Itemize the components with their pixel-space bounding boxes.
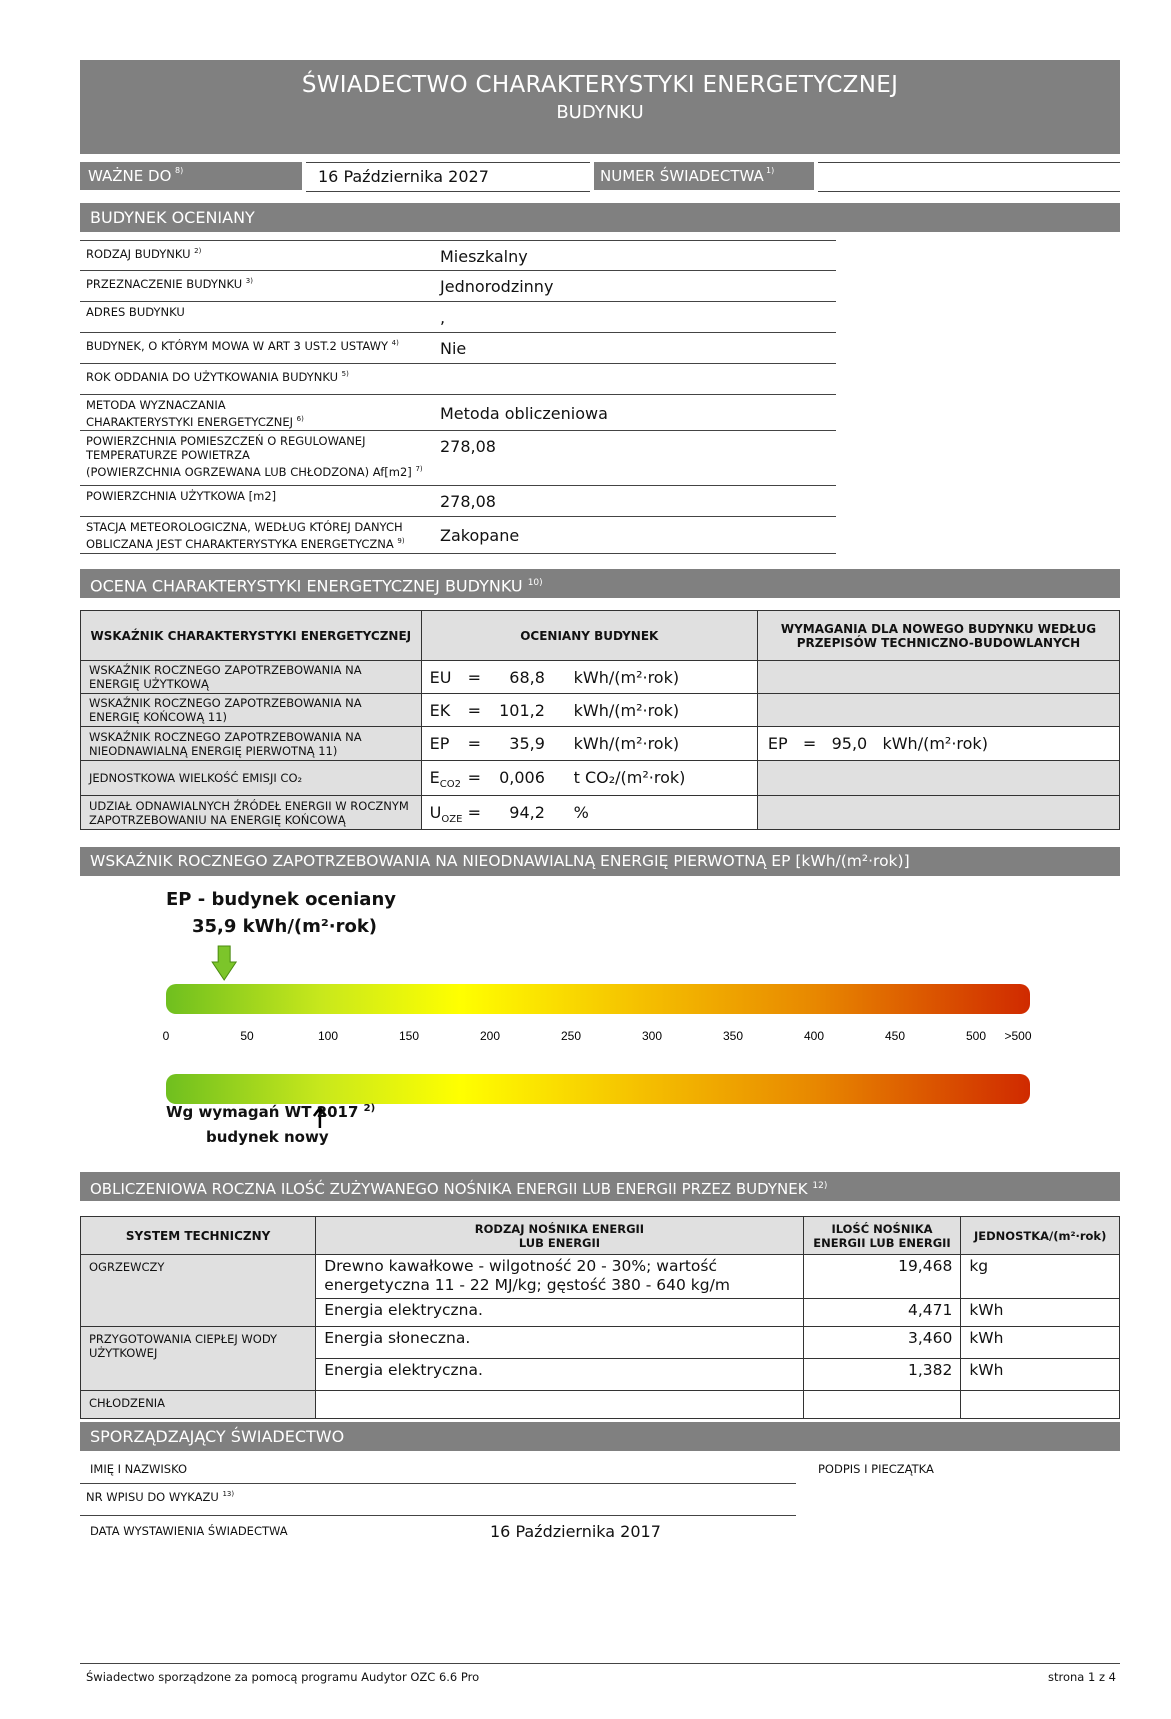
- building-row-label-sup: 3): [245, 277, 253, 285]
- assessment-row-value: 101,2: [499, 701, 545, 720]
- certificate-subtitle: BUDYNKU: [556, 102, 644, 123]
- assessment-row-label: WSKAŹNIK ROCZNEGO ZAPOTRZEBOWANIA NA ENERGIĘ KOŃCOWĄ 11): [81, 694, 422, 727]
- ep-scale-ticks: [163, 1029, 1032, 1043]
- footer-left: Świadectwo sporządzone za pomocą programu Audytor OZC 6.6 Pro: [86, 1670, 480, 1684]
- building-row: [80, 485, 836, 517]
- assessment-row-symbol: [430, 768, 461, 790]
- carriers-col1-header: SYSTEM TECHNICZNY: [81, 1217, 316, 1255]
- assessment-row-value-cell: [421, 661, 757, 694]
- ep-scale-bar-top: [166, 984, 1030, 1014]
- ep-scale-bottom-line2: budynek nowy: [206, 1128, 329, 1146]
- assessment-row-requirement: [757, 661, 1119, 694]
- building-row-value: Zakopane: [440, 526, 520, 545]
- carrier-row: [81, 1255, 1120, 1299]
- issuer-signature-label: PODPIS I PIECZĄTKA: [818, 1462, 934, 1476]
- building-row-label-sup: 6): [296, 415, 304, 423]
- building-section-title: BUDYNEK OCENIANY: [80, 203, 1120, 232]
- issuer-reg-line: [80, 1515, 796, 1516]
- ep-tick-label: 100: [317, 1029, 339, 1043]
- carrier-amount: 3,460: [803, 1327, 961, 1359]
- building-row-label-text: BUDYNEK, O KTÓRYM MOWA W ART 3 UST.2 USTAWY: [86, 338, 388, 353]
- carrier-unit: kg: [961, 1255, 1120, 1299]
- assessment-row-symbol: EU: [429, 668, 452, 687]
- building-row-label-sup: 4): [391, 339, 399, 347]
- assessment-row: [81, 727, 1120, 761]
- building-row: [80, 301, 836, 333]
- building-row-value: Metoda obliczeniowa: [440, 404, 608, 423]
- carrier-system-name: OGRZEWCZY: [81, 1255, 316, 1327]
- ep-scale-top-title: EP - budynek oceniany: [166, 889, 396, 910]
- assessment-row-value-cell: [421, 694, 757, 727]
- carrier-system-name: CHŁODZENIA: [81, 1391, 316, 1419]
- carrier-type: Energia elektryczna.: [316, 1359, 803, 1391]
- assessment-row-symbol: [430, 803, 463, 825]
- assessment-col1-header: WSKAŹNIK CHARAKTERYSTYKI ENERGETYCZNEJ: [81, 611, 422, 661]
- assessment-row-symbol: EP: [429, 734, 450, 753]
- assessment-row-eq: =: [467, 668, 482, 687]
- carrier-unit: kWh: [961, 1327, 1120, 1359]
- cert-number-label-box: [594, 162, 814, 190]
- assessment-row-eq: =: [467, 768, 482, 787]
- assessment-row-value-cell: [421, 761, 757, 796]
- ep-scale-bottom-sup: 2): [363, 1103, 376, 1114]
- ep-tick-label: 300: [641, 1029, 663, 1043]
- building-row-value: Nie: [440, 339, 467, 358]
- assessment-row-requirement: [757, 796, 1119, 830]
- valid-until-sup: 8): [175, 166, 184, 175]
- assessment-row-symbol: EK: [429, 701, 451, 720]
- building-row-label-sup: 2): [194, 247, 202, 255]
- assessment-row-unit: %: [573, 803, 589, 822]
- carrier-amount: 19,468: [803, 1255, 961, 1299]
- ep-scale-section-title: WSKAŹNIK ROCZNEGO ZAPOTRZEBOWANIA NA NIEODNAWIALNĄ ENERGIĘ PIERWOTNĄ EP [kWh/(m²·rok)]: [80, 847, 1120, 876]
- valid-until-label-box: [80, 162, 302, 190]
- building-row: [80, 394, 836, 431]
- symbol-sub: OZE: [441, 814, 463, 826]
- certificate-title-box: [80, 60, 1120, 154]
- assessment-row-requirement: [757, 694, 1119, 727]
- building-row: [80, 430, 836, 486]
- carriers-col2-header-l1: RODZAJ NOŚNIKA ENERGII: [474, 1221, 645, 1236]
- building-row-label-text: PRZEZNACZENIE BUDYNKU: [86, 276, 243, 291]
- carrier-unit: kWh: [961, 1299, 1120, 1327]
- carriers-section-sup: 12): [812, 1181, 828, 1191]
- ep-tick-label: 400: [803, 1029, 825, 1043]
- building-row-label-text: POWIERZCHNIA UŻYTKOWA [m2]: [86, 489, 277, 503]
- symbol-main: E: [429, 768, 440, 787]
- assessment-section-title-text: OCENA CHARAKTERYSTYKI ENERGETYCZNEJ BUDYNKU: [90, 576, 523, 596]
- assessment-row: [81, 796, 1120, 830]
- assessment-col2-header: OCENIANY BUDYNEK: [421, 611, 757, 661]
- assessment-row-requirement: [757, 761, 1119, 796]
- assessment-row-label: JEDNOSTKOWA WIELKOŚĆ EMISJI CO₂: [81, 761, 422, 796]
- ep-tick-label: >500: [1004, 1029, 1032, 1043]
- assessment-row-eq: =: [467, 734, 482, 753]
- assessment-section-title: [80, 569, 1120, 598]
- building-row: [80, 516, 836, 554]
- carriers-col2-header: [316, 1217, 803, 1255]
- ep-tick-label: 150: [398, 1029, 420, 1043]
- building-rows-bottom-line: [80, 553, 836, 554]
- carrier-row: [81, 1327, 1120, 1359]
- ep-tick-label: 200: [479, 1029, 501, 1043]
- carrier-unit: kWh: [961, 1359, 1120, 1391]
- assessment-row-value-cell: [421, 727, 757, 761]
- building-row-label-text: ADRES BUDYNKU: [86, 305, 185, 319]
- assessment-row-label: UDZIAŁ ODNAWIALNYCH ŹRÓDEŁ ENERGII W ROCZNYM ZAPOTRZEBOWANIU NA ENERGIĘ KOŃCOWĄ: [81, 796, 422, 830]
- carriers-col4-header: JEDNOSTKA/(m²·rok): [961, 1217, 1120, 1255]
- footer-page-number: strona 1 z 4: [1048, 1670, 1116, 1684]
- assessment-row-unit: t CO₂/(m²·rok): [573, 768, 686, 787]
- carrier-amount: [803, 1391, 961, 1419]
- valid-until-label: WAŻNE DO: [88, 167, 172, 185]
- carrier-unit: [961, 1391, 1120, 1419]
- symbol-main: U: [429, 803, 442, 822]
- symbol-sub: CO2: [439, 779, 461, 791]
- ep-scale-top-value: 35,9 kWh/(m²·rok): [192, 916, 378, 937]
- building-row-label-text: ROK ODDANIA DO UŻYTKOWANIA BUDYNKU: [86, 369, 338, 384]
- assessment-row: [81, 761, 1120, 796]
- issuer-name-label: IMIĘ I NAZWISKO: [90, 1462, 188, 1476]
- assessment-row: [81, 661, 1120, 694]
- assessment-row-label: WSKAŹNIK ROCZNEGO ZAPOTRZEBOWANIA NA NIEODNAWIALNĄ ENERGIĘ PIERWOTNĄ 11): [81, 727, 422, 761]
- assessment-row-value-cell: [421, 796, 757, 830]
- assessed-ep-arrow: [212, 946, 236, 980]
- assessment-row-unit: kWh/(m²·rok): [573, 734, 680, 753]
- certificate-title: ŚWIADECTWO CHARAKTERYSTYKI ENERGETYCZNEJ: [301, 72, 899, 98]
- footer-line: [80, 1663, 1120, 1664]
- issuer-reg-label-row: [86, 1490, 234, 1504]
- carriers-col2-header-l2: LUB ENERGII: [518, 1235, 601, 1250]
- building-row-label-sup: 9): [397, 537, 405, 545]
- carriers-section-title: [80, 1172, 1120, 1201]
- building-row: [80, 240, 836, 271]
- assessment-table: [80, 610, 1120, 830]
- building-row-label-text: METODA WYZNACZANIA CHARAKTERYSTYKI ENERGETYCZNEJ: [86, 398, 293, 429]
- carriers-body: [81, 1255, 1120, 1419]
- building-row-label-text: POWIERZCHNIA POMIESZCZEŃ O REGULOWANEJ TEMPERATURZE POWIETRZA (POWIERZCHNIA OGRZEWANA LUB CHŁODZONA) Af[m2]: [86, 434, 412, 479]
- cert-number-sup: 1): [766, 166, 775, 175]
- carrier-row: [81, 1391, 1120, 1419]
- ep-scale-bottom-text: Wg wymagań WT 2017: [166, 1103, 359, 1121]
- building-row-label-sup: 7): [415, 465, 423, 473]
- assessment-row-eq: =: [467, 803, 482, 822]
- carrier-system-name: PRZYGOTOWANIA CIEPŁEJ WODY UŻYTKOWEJ: [81, 1327, 316, 1391]
- assessment-col3-header: WYMAGANIA DLA NOWEGO BUDYNKU WEDŁUG PRZEPISÓW TECHNICZNO-BUDOWLANYCH: [757, 611, 1119, 661]
- assessed-ep-arrow-icon: [212, 946, 236, 980]
- issuer-name-line: [80, 1483, 796, 1484]
- carrier-type: Energia słoneczna.: [316, 1327, 803, 1359]
- issuer-reg-label: NR WPISU DO WYKAZU: [86, 1490, 219, 1504]
- issuer-section-title: SPORZĄDZAJĄCY ŚWIADECTWO: [80, 1422, 1120, 1451]
- building-row: [80, 363, 836, 395]
- building-row: [80, 332, 836, 364]
- valid-until-value: 16 Października 2027: [318, 167, 489, 186]
- carriers-col3-header-l1: ILOŚĆ NOŚNIKA: [831, 1221, 933, 1236]
- issuer-date-label: DATA WYSTAWIENIA ŚWIADECTWA: [90, 1524, 288, 1538]
- assessment-row-requirement: EP = 95,0 kWh/(m²·rok): [757, 727, 1119, 761]
- building-row-value: 278,08: [440, 492, 496, 511]
- ep-tick-label: 250: [560, 1029, 582, 1043]
- carriers-col3-header: [803, 1217, 961, 1255]
- building-row-label-text: STACJA METEOROLOGICZNA, WEDŁUG KTÓREJ DANYCH OBLICZANA JEST CHARAKTERYSTYKA ENERGETYCZNA: [86, 520, 403, 551]
- building-row: [80, 270, 836, 302]
- assessment-body: [81, 661, 1120, 830]
- building-row-value: 278,08: [440, 437, 496, 456]
- carriers-col3-header-l2: ENERGII LUB ENERGII: [813, 1235, 951, 1250]
- assessment-row-unit: kWh/(m²·rok): [573, 701, 680, 720]
- assessment-row-value: 0,006: [499, 768, 545, 787]
- assessment-row-value: 35,9: [509, 734, 545, 753]
- ep-tick-label: 500: [965, 1029, 987, 1043]
- carriers-table: [80, 1216, 1120, 1419]
- cert-number-value-box: [818, 162, 1120, 192]
- ep-tick-label: 350: [722, 1029, 744, 1043]
- building-row-label-sup: 5): [341, 370, 349, 378]
- carriers-section-title-text: OBLICZENIOWA ROCZNA ILOŚĆ ZUŻYWANEGO NOŚNIKA ENERGII LUB ENERGII PRZEZ BUDYNEK: [90, 1180, 808, 1198]
- ep-tick-label: 50: [240, 1029, 254, 1043]
- issuer-reg-sup: 13): [222, 1490, 235, 1499]
- building-row-value: ,: [440, 308, 446, 327]
- assessment-row-value: 68,8: [509, 668, 545, 687]
- assessment-row: [81, 694, 1120, 727]
- cert-number-label: NUMER ŚWIADECTWA: [600, 167, 764, 185]
- carrier-type: [316, 1391, 803, 1419]
- ep-scale-bar-bottom: [166, 1074, 1030, 1104]
- carrier-amount: 1,382: [803, 1359, 961, 1391]
- assessment-row-unit: kWh/(m²·rok): [573, 668, 680, 687]
- ep-tick-label: 0: [162, 1029, 170, 1043]
- assessment-section-sup: 10): [527, 578, 543, 588]
- issuer-date-value: 16 Października 2017: [490, 1522, 661, 1541]
- building-row-label-text: RODZAJ BUDYNKU: [86, 246, 191, 261]
- assessment-row-value: 94,2: [509, 803, 545, 822]
- carrier-type: Drewno kawałkowe - wilgotność 20 - 30%; wartość energetyczna 11 - 22 MJ/kg; gęstość 380 - 640 kg/m: [316, 1255, 803, 1299]
- carrier-amount: 4,471: [803, 1299, 961, 1327]
- assessment-row-label: WSKAŹNIK ROCZNEGO ZAPOTRZEBOWANIA NA ENERGIĘ UŻYTKOWĄ: [81, 661, 422, 694]
- valid-until-value-box: [306, 162, 590, 192]
- building-row-value: Mieszkalny: [440, 247, 528, 266]
- carrier-type: Energia elektryczna.: [316, 1299, 803, 1327]
- building-row-label: [86, 367, 506, 384]
- assessment-row-eq: =: [467, 701, 482, 720]
- ep-scale-bottom-line1: [166, 1103, 375, 1121]
- ep-tick-label: 450: [884, 1029, 906, 1043]
- building-row-value: Jednorodzinny: [440, 277, 554, 296]
